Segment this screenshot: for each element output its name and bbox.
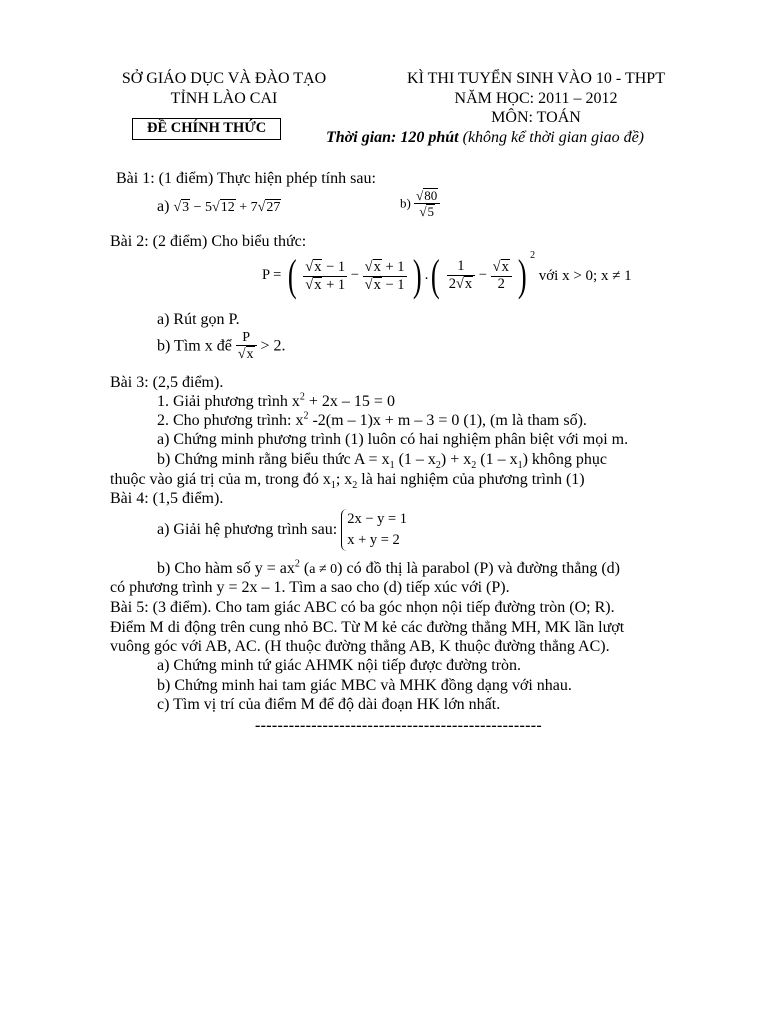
bai5-l1: Bài 5: (3 điểm). Cho tam giác ABC có ba góc nhọn nội tiếp đường tròn (O; R). [110,599,615,616]
bai3-title: Bài 3: (2,5 điểm). [110,374,224,391]
end-divider: --------------------------------------------------- [255,717,543,734]
bai1-a [157,198,281,216]
bai1-title: Bài 1: (1 điểm) Thực hiện phép tính sau: [116,170,376,187]
op-1: − 5 [190,200,213,215]
dept-name: SỞ GIÁO DỤC VÀ ĐÀO TẠO [121,70,327,87]
bai2-b-pre: b) Tìm x để [157,337,232,355]
rad-5: 5 [427,204,434,220]
bai5-b: b) Chứng minh hai tam giác MBC và MHK đồng dạng với nhau. [157,677,572,694]
paren-right-1: ) [413,251,422,300]
equation-1: 2x − y = 1 [347,511,408,527]
bai4-b-l2: có phương trình y = 2x – 1. Tìm a sao cho (d) tiếp xúc với (P). [110,579,510,596]
bai3-l2: 2. Cho phương trình: $x^2$ -2(m – 1)x + m – 3 = 0 (1), (m là tham số). [157,410,587,429]
equation-2: x + y = 2 [347,532,400,549]
school-year: NĂM HỌC: 2011 – 2012 [454,90,618,107]
condition: với x > 0; x ≠ 1 [538,267,632,284]
time-limit [326,129,644,147]
op-minus: − [350,267,359,284]
op-2: + 7 [235,200,258,215]
time-bold: Thời gian: 120 phút [326,129,459,146]
exam-title: KÌ THI TUYỂN SINH VÀO 10 - THPT [407,70,665,87]
expr-P: P = [262,267,282,284]
rad-80: 80 [424,188,438,203]
bai5-a: a) Chứng minh tứ giác AHMK nội tiếp được đường tròn. [157,657,522,674]
bai4-a-pre: a) Giải hệ phương trình sau: [157,521,338,539]
bai1-b-frac: $\frac{√80}{√5}$ [414,188,440,220]
bai1-b [400,188,440,220]
bai5-c: c) Tìm vị trí của điểm M để độ dài đoạn HK lớn nhất. [157,696,501,713]
bai5-l2: Điểm M di động trên cung nhỏ BC. Từ M kẻ các đường thẳng MH, MK lần lượt [110,619,625,636]
frac-2: $\frac{√x + 1}{√x - 1}$ [364,258,405,293]
bai3-l4: b) Chứng minh rằng biểu thức $A = x_1$ $(1 - x_2) + x_2$ $(1 - x_1)$ không phục [157,451,608,472]
rad-12: 12 [220,200,235,215]
time-note: (không kể thời gian giao đề) [462,129,645,146]
rad-27: 27 [266,200,281,215]
paren-left-2: ( [431,251,441,300]
bai1-a-expr: √3 − 5√12 + 7√27 [173,200,281,215]
op-minus-2: − [478,267,487,284]
bai5-l3: vuông góc với AB, AC. (H thuộc đường thẳng AB, K thuộc đường thẳng AC). [110,638,610,655]
official-label: ĐỀ CHÍNH THỨC [132,118,281,140]
bai1-b-label: b) [400,195,411,211]
bai4-b: b) Cho hàm số $y = ax^2$ (a ≠ 0) có đồ thị là parabol (P) và đường thẳng (d) [157,558,620,577]
bai2-a: a) Rút gọn P. [157,311,240,328]
frac-3: $\frac{1}{2√x}$ [447,259,475,293]
bai2-b [157,330,286,363]
bai4-a [157,509,407,551]
bai2-title: Bài 2: (2 điểm) Cho biểu thức: [110,233,307,250]
bai2-expression: P = ( $\frac{√x - 1}{√x + 1}$ − $\frac{√x + 1}{√x - 1}$ ) .( $\frac{1}{2√x}$ − $\frac{√x}{2}$ ) $^2$ với x > 0; x ≠ 1 [262,250,632,300]
paren-left-1: ( [287,251,297,300]
bai2-b-frac: $\frac{P}{√x}$ [236,330,257,363]
bai3-l5: thuộc vào giá trị của m, trong đó $x_1$; $x_2$ là hai nghiệm của phương trình (1) [110,471,585,492]
bai3-l3: a) Chứng minh phương trình (1) luôn có hai nghiệm phân biệt với mọi m. [157,431,629,448]
frac-4: $\frac{√x}{2}$ [491,259,512,293]
bai3-l1: 1. Giải phương trình $x^2 + 2x - 15 = 0$ [157,391,395,410]
rad-3: 3 [182,200,190,215]
paren-right-2: ) [518,251,528,300]
subject: MÔN: TOÁN [491,109,581,126]
exponent: 2 [530,250,536,261]
province-name: TỈNH LÀO CAI [170,90,278,107]
bai1-a-label: a) [157,198,170,215]
frac-1: $\frac{√x - 1}{√x + 1}$ [305,258,346,293]
bai2-b-post: > 2. [256,337,286,355]
equation-system [341,509,407,551]
bai4-title: Bài 4: (1,5 điểm). [110,490,224,507]
